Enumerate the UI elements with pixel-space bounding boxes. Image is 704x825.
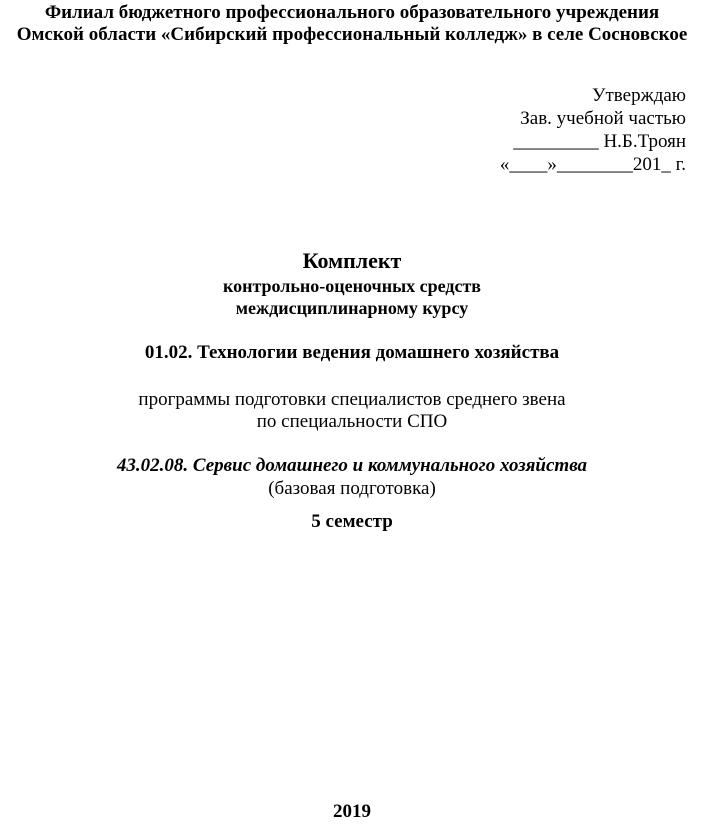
program-line-2: по специальности СПО	[256, 411, 448, 432]
specialty-block	[0, 454, 704, 500]
subtitle-line-2: междисциплинарному курсу	[235, 298, 469, 318]
semester-label: 5 семестр	[311, 511, 393, 532]
institution-header	[0, 2, 704, 46]
program-line-1: программы подготовки специалистов среднего звена	[138, 389, 566, 410]
approval-signature-line: _________ Н.Б.Троян	[513, 131, 686, 152]
document-year: 2019	[333, 801, 371, 822]
specialty-code: 43.02.08. Сервис домашнего и коммунального хозяйства	[116, 455, 588, 476]
institution-line-1: Филиал бюджетного профессионального образовательного учреждения	[44, 2, 660, 23]
approval-date-line: «____»________201_ г.	[499, 154, 686, 175]
institution-line-2: Омской области «Сибирский профессиональный колледж» в селе Сосновское	[16, 24, 688, 45]
program-description	[0, 389, 704, 433]
approval-line-1: Утверждаю	[592, 85, 686, 106]
specialty-level: (базовая подготовка)	[268, 478, 436, 499]
course-name: 01.02. Технологии ведения домашнего хозяйства	[144, 342, 560, 363]
document-title: Комплект	[302, 248, 402, 273]
approval-block	[500, 84, 686, 176]
approval-line-2: Зав. учебной частью	[520, 108, 686, 129]
subtitle-line-1: контрольно-оценочных средств	[222, 276, 482, 296]
document-subtitle	[0, 275, 704, 319]
